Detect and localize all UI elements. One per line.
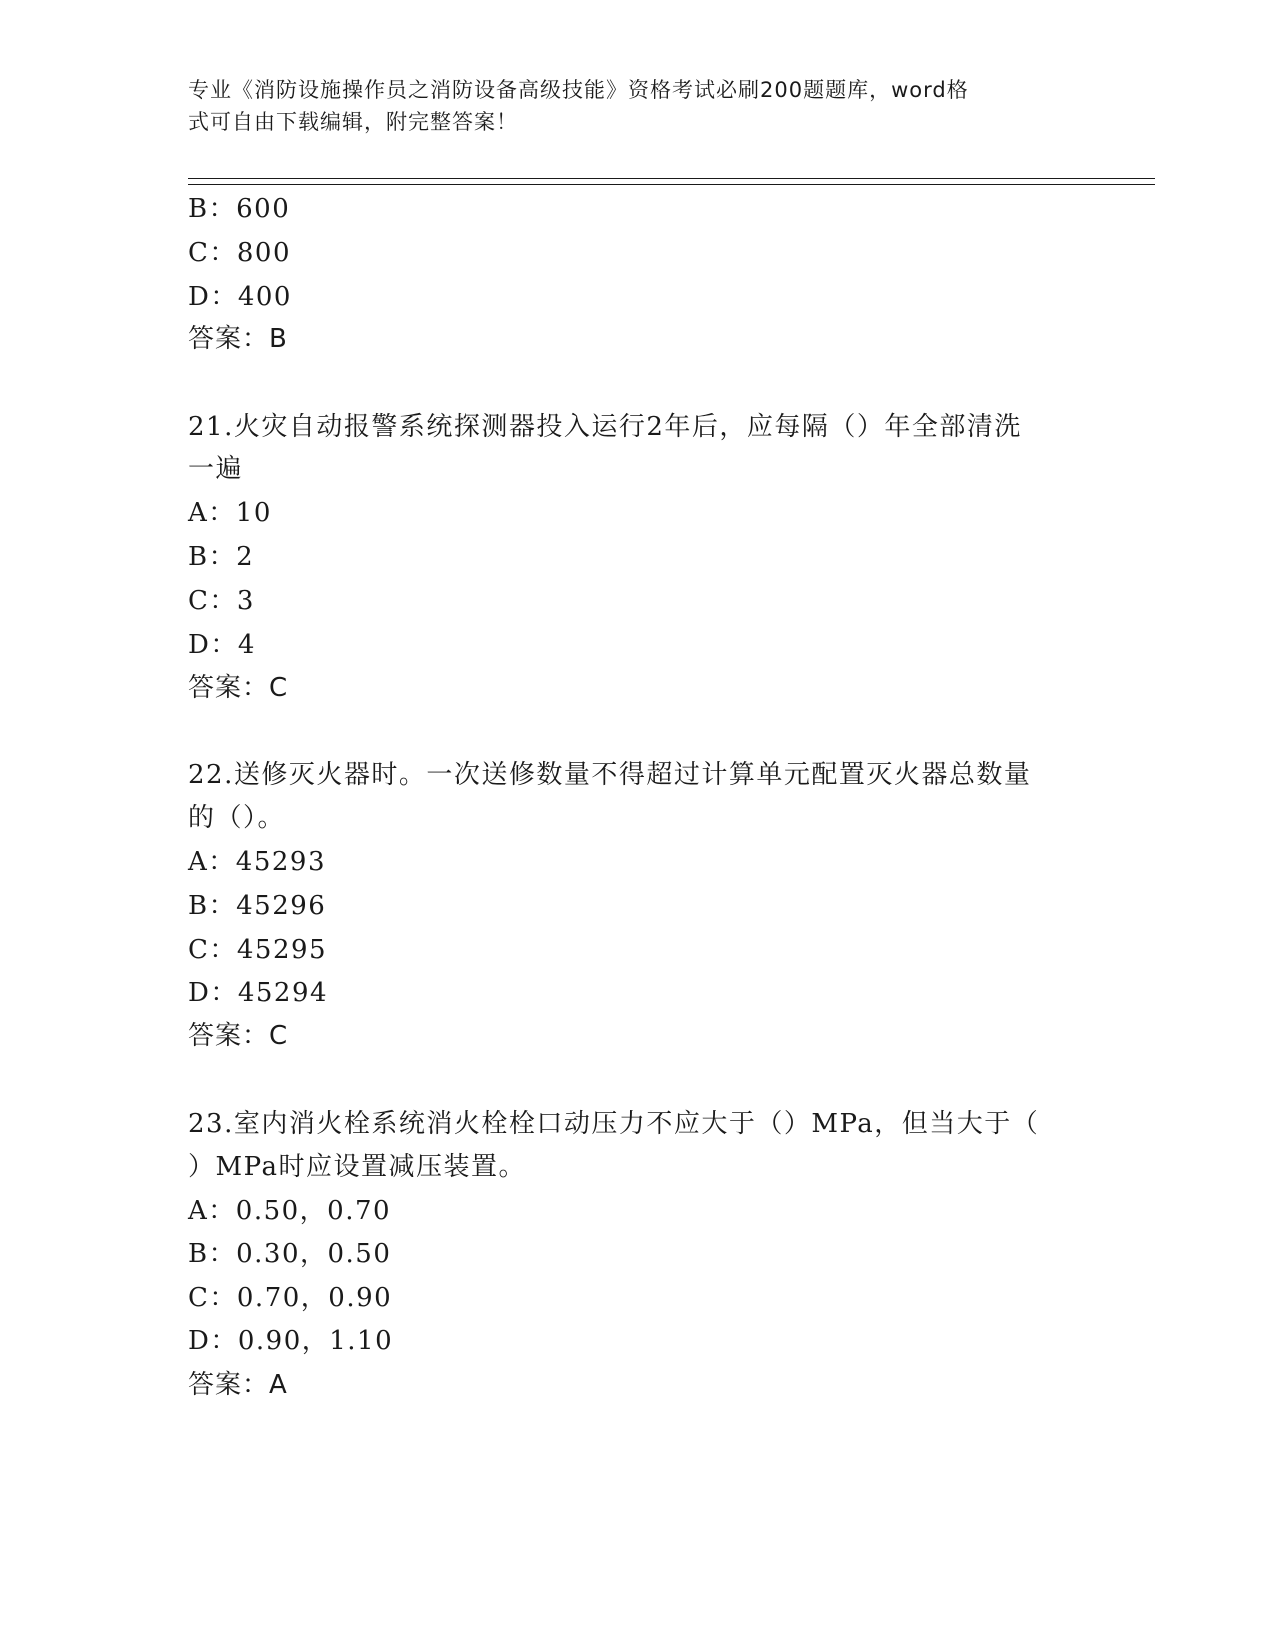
question-21-option-b: B：2 [188,542,255,572]
question-22-option-a: A：45293 [188,847,326,877]
question-23-option-a: A：0.50，0.70 [188,1196,392,1226]
question-22-option-c: C：45295 [188,935,328,965]
option-c: C：800 [188,238,292,268]
answer: 答案：B [188,324,288,354]
header-rule-bottom [188,184,1155,185]
question-22-answer: 答案：C [188,1021,289,1051]
question-21-option-a: A：10 [188,498,272,528]
question-22-option-b: B：45296 [188,891,327,921]
question-21-option-d: D：4 [188,630,256,660]
header-line-2: 式可自由下载编辑，附完整答案！ [188,110,518,134]
option-b: B：600 [188,194,291,224]
question-23-stem-cont: ）MPa时应设置减压装置。 [188,1152,526,1182]
question-23-answer: 答案：A [188,1370,288,1400]
question-22-option-d: D：45294 [188,978,329,1008]
question-23-option-c: C：0.70，0.90 [188,1283,393,1313]
question-21-stem-cont: 一遍 [188,454,244,484]
header-line-1: 专业《消防设施操作员之消防设备高级技能》资格考试必刷200题题库，word格 [188,78,969,102]
question-23-stem: 23.室内消火栓系统消火栓栓口动压力不应大于（）MPa，但当大于（ [188,1109,1040,1139]
question-21-stem: 21.火灾自动报警系统探测器投入运行2年后，应每隔（）年全部清洗 [188,412,1022,442]
question-23-option-b: B：0.30，0.50 [188,1239,392,1269]
question-21-option-c: C：3 [188,586,255,616]
document-header [188,74,1068,138]
question-21-answer: 答案：C [188,673,289,703]
question-23-option-d: D：0.90，1.10 [188,1326,394,1356]
header-rule-top [188,178,1155,179]
option-d: D：400 [188,282,292,312]
question-22-stem: 22.送修灭火器时。一次送修数量不得超过计算单元配置灭火器总数量 [188,760,1032,790]
question-22-stem-cont: 的（）。 [188,803,286,833]
